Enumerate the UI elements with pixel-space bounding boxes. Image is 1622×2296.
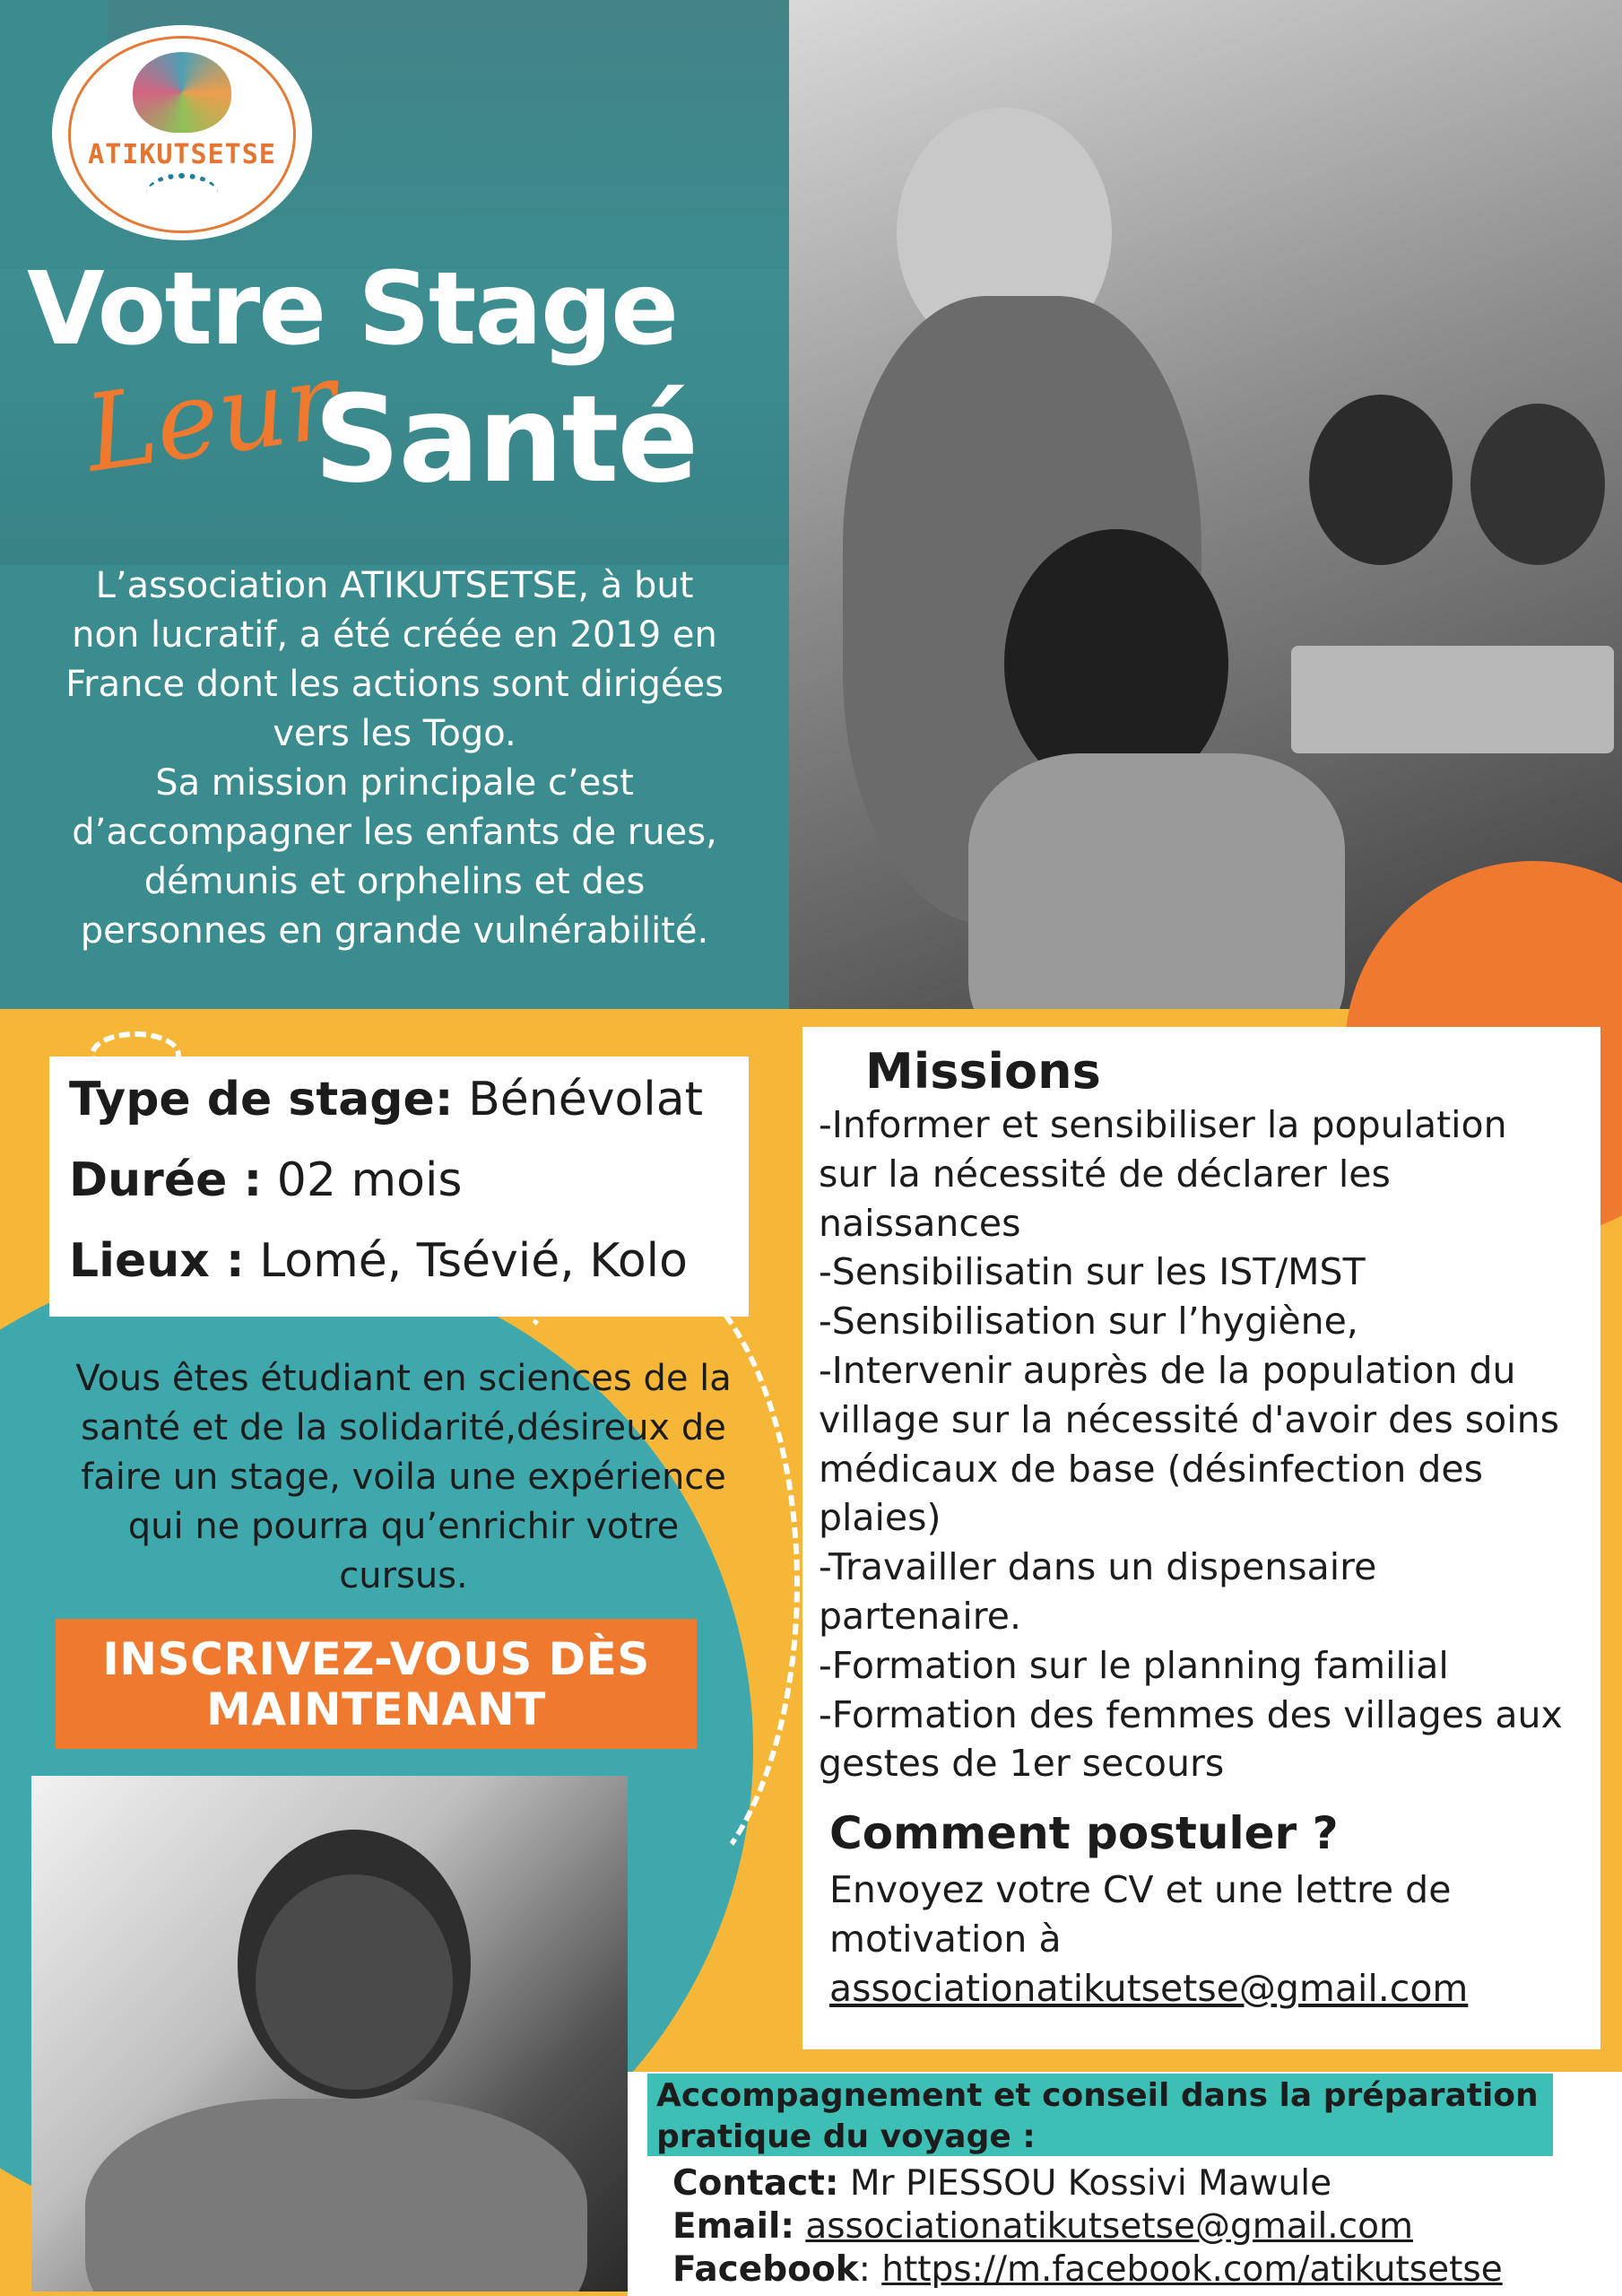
contact-facebook xyxy=(672,2249,1503,2290)
pitch-line: faire un stage, voila une expérience xyxy=(81,1457,726,1498)
cta-line-2: MAINTENANT xyxy=(206,1683,546,1735)
intro-paragraph xyxy=(0,561,789,956)
mission-line: village sur la nécessité d'avoir des soins xyxy=(819,1397,1559,1441)
apply-email-link[interactable]: associationatikutsetse@gmail.com xyxy=(829,1967,1469,2010)
tree-icon xyxy=(133,52,231,133)
teacher-children-photo xyxy=(789,0,1622,1009)
support-line: pratique du voyage : xyxy=(656,2118,1036,2155)
register-now-button[interactable] xyxy=(56,1619,697,1749)
logo-text: ATIKUTSETSE xyxy=(88,139,276,170)
email-label: Email: xyxy=(672,2206,794,2247)
cta-line-1: INSCRIVEZ-VOUS DÈS xyxy=(102,1632,650,1685)
smiling-child-photo xyxy=(31,1776,628,2292)
internship-type-label: Type de stage: xyxy=(69,1073,454,1126)
intro-line: démunis et orphelins et des xyxy=(143,861,646,902)
title-line-2: Santé xyxy=(314,370,698,509)
intro-line: non lucratif, a été créée en 2019 en xyxy=(72,614,717,656)
apply-line: Envoyez votre CV et une lettre de xyxy=(829,1868,1452,1911)
missions-box xyxy=(802,1027,1600,2049)
internship-places xyxy=(69,1234,688,1288)
intro-line: France dont les actions sont dirigées xyxy=(65,664,724,705)
facebook-link[interactable]: https://m.facebook.com/atikutsetse xyxy=(881,2249,1503,2290)
contact-email xyxy=(672,2206,1413,2247)
title-script-word: Leur xyxy=(77,338,344,496)
intro-line: Sa mission principale c’est xyxy=(155,762,634,804)
facebook-label: Facebook xyxy=(672,2249,859,2290)
mission-line: partenaire. xyxy=(819,1594,1022,1638)
pitch-line: qui ne pourra qu’enrichir votre xyxy=(127,1506,680,1547)
intro-line: vers les Togo. xyxy=(273,713,516,754)
mission-line: -Sensibilisatin sur les IST/MST xyxy=(819,1250,1366,1294)
mission-line: plaies) xyxy=(819,1496,941,1540)
facebook-separator: : xyxy=(858,2249,882,2290)
internship-duration-value: 02 mois xyxy=(262,1153,463,1207)
mission-line: -Intervenir auprès de la population du xyxy=(819,1348,1516,1392)
mission-line: naissances xyxy=(819,1201,1021,1245)
internship-duration xyxy=(69,1153,463,1207)
apply-title: Comment postuler ? xyxy=(829,1807,1339,1859)
intro-line: L’association ATIKUTSETSE, à but xyxy=(95,565,694,606)
mission-line: -Formation des femmes des villages aux xyxy=(819,1692,1563,1736)
internship-places-value: Lomé, Tsévié, Kolo xyxy=(244,1234,688,1288)
missions-title: Missions xyxy=(865,1043,1101,1100)
mission-line: gestes de 1er secours xyxy=(819,1742,1225,1786)
apply-text xyxy=(829,1866,1583,2013)
support-banner xyxy=(647,2074,1553,2156)
intro-line: personnes en grande vulnérabilité. xyxy=(80,910,709,952)
support-line: Accompagnement et conseil dans la préparation xyxy=(656,2077,1539,2114)
contact-value: Mr PIESSOU Kossivi Mawule xyxy=(838,2163,1332,2204)
pitch-line: santé et de la solidarité,désireux de xyxy=(81,1407,726,1448)
mission-line: sur la nécessité de déclarer les xyxy=(819,1152,1391,1196)
pitch-line: cursus. xyxy=(339,1555,468,1596)
apply-line: motivation à xyxy=(829,1918,1062,1961)
mission-line: -Sensibilisation sur l’hygiène, xyxy=(819,1300,1358,1344)
internship-places-label: Lieux : xyxy=(69,1234,245,1288)
pitch-paragraph xyxy=(18,1354,789,1601)
mission-line: -Informer et sensibiliser la population xyxy=(819,1103,1507,1146)
internship-type-value: Bénévolat xyxy=(453,1073,704,1126)
pitch-line: Vous êtes étudiant en sciences de la xyxy=(75,1358,732,1399)
internship-type xyxy=(69,1073,703,1126)
internship-info-box xyxy=(49,1057,749,1317)
contact-email-link[interactable]: associationatikutsetse@gmail.com xyxy=(805,2206,1413,2247)
roots-icon xyxy=(146,173,218,214)
internship-duration-label: Durée : xyxy=(69,1153,263,1207)
mission-line: -Travailler dans un dispensaire xyxy=(819,1545,1377,1589)
missions-list xyxy=(819,1100,1590,1788)
contact-person xyxy=(672,2163,1331,2204)
mission-line: -Formation sur le planning familial xyxy=(819,1643,1449,1687)
mission-line: médicaux de base (désinfection des xyxy=(819,1447,1483,1491)
atikutsetse-logo xyxy=(52,25,312,240)
contact-label: Contact: xyxy=(672,2163,839,2204)
title-line-1: Votre Stage xyxy=(27,251,678,368)
intro-line: d’accompagner les enfants de rues, xyxy=(72,812,717,853)
